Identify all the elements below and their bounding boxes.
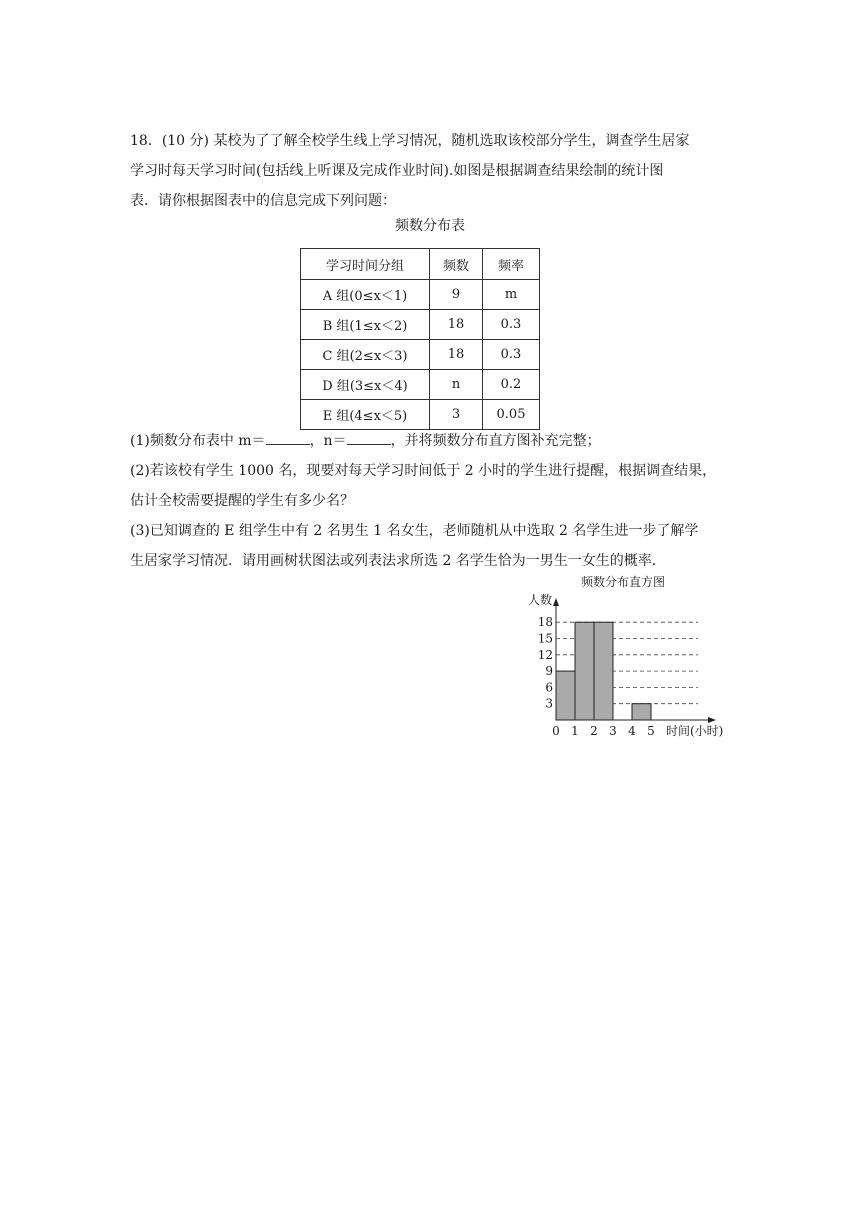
- table-header: 频率: [483, 249, 540, 280]
- histogram-bar: [632, 704, 651, 720]
- table-cell: E 组(4≤x＜5): [301, 400, 430, 430]
- table-cell: 3: [430, 400, 483, 430]
- y-tick-label: 12: [537, 647, 553, 662]
- part-1-text-c: ，并将频数分布直方图补充完整；: [390, 433, 601, 449]
- table-cell: 0.3: [483, 340, 540, 370]
- y-tick-label: 6: [545, 680, 553, 695]
- table-cell: A 组(0≤x＜1): [301, 280, 430, 310]
- table-title: 频数分布表: [395, 218, 465, 234]
- x-axis-label: 时间(小时): [666, 724, 724, 738]
- histogram-bar: [556, 671, 575, 720]
- table-header: 频数: [430, 249, 483, 280]
- table-cell: C 组(2≤x＜3): [301, 340, 430, 370]
- part-1-text-a: (1)频数分布表中 m＝: [130, 433, 266, 449]
- y-axis-arrow: [553, 598, 559, 606]
- y-tick-label: 3: [545, 696, 553, 711]
- table-cell: D 组(3≤x＜4): [301, 370, 430, 400]
- table-cell: 18: [430, 340, 483, 370]
- question-line-1: 18．(10 分) 某校为了了解全校学生线上学习情况，随机选取该校部分学生，调查学生居家: [130, 133, 690, 149]
- table-cell: B 组(1≤x＜2): [301, 310, 430, 340]
- table-cell: n: [430, 370, 483, 400]
- x-tick-label: 3: [609, 724, 617, 738]
- x-tick-label: 4: [628, 724, 636, 738]
- x-axis-arrow: [708, 717, 716, 723]
- table-header: 学习时间分组: [301, 249, 430, 280]
- question-line-3: 表．请你根据图表中的信息完成下列问题：: [130, 193, 396, 209]
- y-axis-label: 人数: [528, 593, 553, 607]
- question-line-2: 学习时每天学习时间(包括线上听课及完成作业时间).如图是根据调查结果绘制的统计图: [130, 163, 664, 179]
- part-2-line-2: 估计全校需要提醒的学生有多少名？: [130, 493, 354, 509]
- y-tick-label: 15: [537, 631, 553, 646]
- x-tick-label: 2: [590, 724, 598, 738]
- table-cell: 0.2: [483, 370, 540, 400]
- x-tick-label: 5: [647, 724, 655, 738]
- y-tick-label: 18: [537, 615, 553, 630]
- histogram-bar: [575, 622, 594, 720]
- part-1-text-b: ，n＝: [309, 433, 347, 449]
- part-3-line-1: (3)已知调查的 E 组学生中有 2 名男生 1 名女生，老师随机从中选取 2 名学生进一步了解学: [130, 523, 699, 539]
- chart-title: 频数分布直方图: [580, 575, 666, 589]
- x-tick-label: 1: [571, 724, 579, 738]
- part-2-line-1: (2)若该校有学生 1000 名，现要对每天学习时间低于 2 小时的学生进行提醒，根据调查结果，: [130, 463, 717, 479]
- histogram-bar: [594, 622, 613, 720]
- table-cell: 0.3: [483, 310, 540, 340]
- part-3-line-2: 生居家学习情况．请用画树状图法或列表法求所选 2 名学生恰为一男生一女生的概率．: [130, 553, 666, 569]
- y-tick-label: 9: [545, 664, 553, 679]
- table-cell: 9: [430, 280, 483, 310]
- table-cell: 0.05: [483, 400, 540, 430]
- x-tick-label: 0: [552, 724, 560, 738]
- table-cell: 18: [430, 310, 483, 340]
- table-cell: m: [483, 280, 540, 310]
